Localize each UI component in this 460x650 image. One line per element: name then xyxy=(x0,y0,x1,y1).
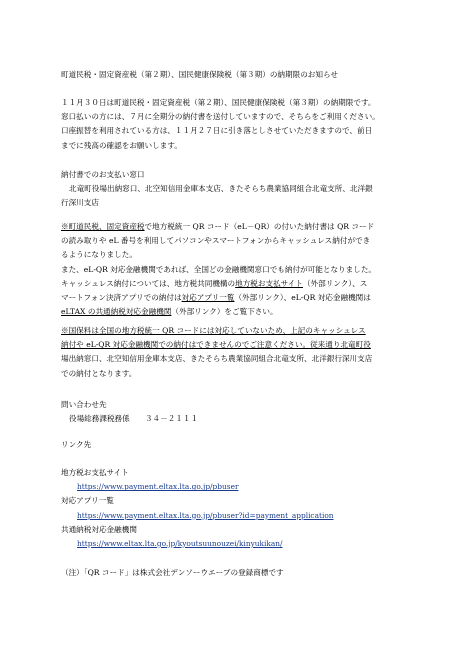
contact-heading: 問い合わせ先 xyxy=(61,400,107,409)
nhi-warning-line: ※国保料は全国の地方税統一 QR コードには対応していないため、上記のキャッシュレス xyxy=(61,326,366,335)
links-section xyxy=(61,466,430,551)
payment-site-link[interactable]: 地方税お支払サイト xyxy=(235,278,303,288)
footnote: （注）「QR コード」は株式会社デンソーウエーブの登録商標です xyxy=(61,568,284,577)
counter-line: 行深川支店 xyxy=(61,198,99,208)
link-url-row xyxy=(61,509,430,523)
cashless-text: キャッシュレス納付については、地方税共同機構の xyxy=(61,278,236,288)
page-title: 町道民税・固定資産税（第２期）、国民健康保険税（第３期）の納期限のお知らせ xyxy=(61,70,338,79)
cashless-text: で地方税統一 QR コード（eL－QR）の付いた納付書は QR コード xyxy=(144,222,375,231)
cashless-text: （外部リンク）、ス xyxy=(302,278,368,288)
contact-phone: ３４－２１１１ xyxy=(144,414,199,424)
footnote-section xyxy=(61,566,430,580)
underlined-text: ※町道民税、固定資産税 xyxy=(61,222,145,231)
link-url-row xyxy=(61,537,430,551)
contact-dept: 役場総務課税務係 xyxy=(69,414,130,424)
counter-line: 北竜町役場出納窓口、北空知信用金庫本支店、きたそらち農業協同組合北竜支所、北洋銀 xyxy=(69,184,373,194)
nhi-line: 場出納窓口、北空知信用金庫本支店、きたそらち農業協同組合北竜支所、北洋銀行深川支店 xyxy=(61,354,373,364)
cashless-text: （外部リンク）をご覧下さい。 xyxy=(171,307,278,317)
financial-institutions-link[interactable]: eLTAX の共通納税対応金融機関 xyxy=(61,307,172,317)
notice-line: 窓口払いの方には、７月に全期分の納付書を送付していますので、そちらをご利用ください。 xyxy=(61,112,380,122)
notice-line: １１月３０日は町道民税・固定資産税（第２期）、国民健康保険税（第３期）の納期限です。 xyxy=(61,98,376,107)
cashless-line xyxy=(61,277,430,291)
notice-line: までに残高の確認をお願いします。 xyxy=(61,140,182,150)
link-label: 地方税お支払サイト xyxy=(61,468,129,477)
cashless-section xyxy=(61,220,430,319)
cashless-text: マートフォン決済アプリでの納付は xyxy=(61,293,182,303)
cashless-line: の読み取りや eL 番号を利用してパソコンやスマートフォンからキャッシュレス納付ができ xyxy=(61,236,371,246)
link-label: 対応アプリ一覧 xyxy=(61,496,114,506)
counter-heading: 納付書でのお支払い窓口 xyxy=(61,170,145,179)
cashless-text: （外部リンク）、eL-QR 対応金融機関は xyxy=(234,293,371,303)
payment-site-url[interactable]: https://www.payment.eltax.lta.go.jp/pbuser xyxy=(77,482,239,492)
cashless-line: また、eL-QR 対応金融機関であれば、全国どの金融機関窓口でも納付が可能となりました。 xyxy=(61,264,377,274)
links-heading-block xyxy=(61,438,430,452)
contact-line xyxy=(61,412,430,426)
cashless-line xyxy=(61,220,430,234)
nhi-section xyxy=(61,324,430,381)
financial-institutions-url[interactable]: https://www.eltax.lta.go.jp/kyoutsuunouzei/kinyukikan/ xyxy=(77,539,283,549)
cashless-line: るようになりました。 xyxy=(61,250,137,260)
link-label: 共通納税対応金融機関 xyxy=(61,524,137,534)
notice-line: 口座振替を利用されている方は、１１月２７日に引き落としさせていただきますので、前日 xyxy=(61,126,373,136)
links-heading: リンク先 xyxy=(61,440,92,449)
link-url-row xyxy=(61,480,430,494)
app-list-url[interactable]: https://www.payment.eltax.lta.go.jp/pbuser?id=payment_application xyxy=(77,510,334,520)
contact-section xyxy=(61,398,430,426)
cashless-line xyxy=(61,305,430,319)
nhi-line: での納付となります。 xyxy=(61,368,137,378)
counter-section xyxy=(61,168,430,211)
notice-section xyxy=(61,96,430,153)
app-list-link[interactable]: 対応アプリ一覧 xyxy=(181,293,235,303)
cashless-line xyxy=(61,291,430,305)
nhi-warning-line: 納付や eL-QR 対応金融機関での納付はできませんのでご注意ください。従来通り北竜町役 xyxy=(61,340,371,350)
